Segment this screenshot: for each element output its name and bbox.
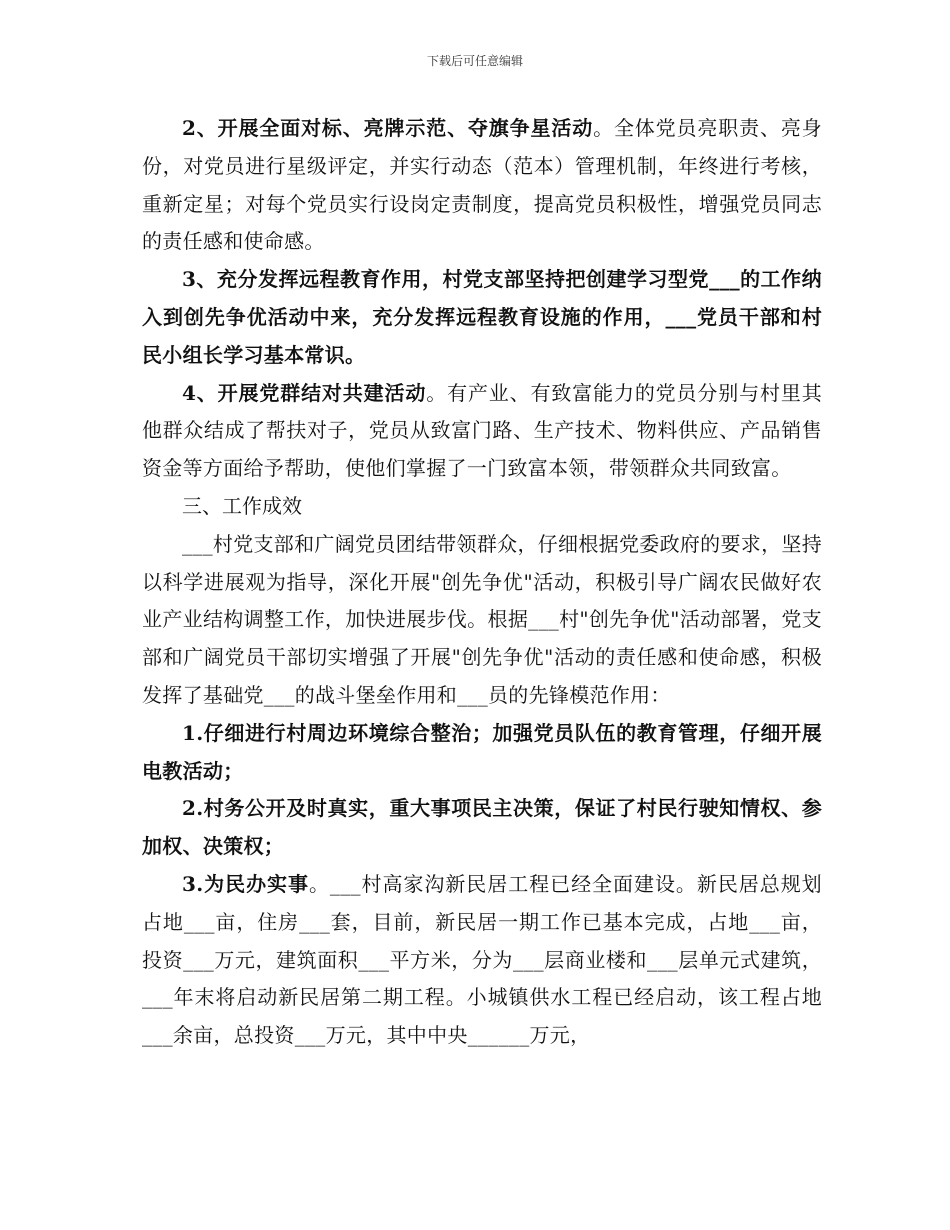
page-header: 下载后可任意编辑 [426, 54, 523, 68]
paragraph-text: 。有产业、有致富能力的党员分别与村里其他群众结成了帮扶对子，党员从致富门路、生产技术、物料供应、产品销售资金等方面给予帮助，使他们掌握了一门致富本领，带领群众共同致富。 [142, 380, 822, 481]
paragraph-text: 。___村高家沟新民居工程已经全面建设。新民居总规划占地___亩，住房___套，目前，新民居一期工作已基本完成，占地___亩，投资___万元，建筑面积___平方米，分为___层商业楼和___层单元式建筑，___年末将启动新民居第二期工程。小城镇供水工程已经启动，该工程占地___余亩，总投资___万元，其中中央______万元， [142, 871, 822, 1048]
paragraph-item-2 [142, 110, 822, 261]
paragraph-lead: 1.仔细进行村周边环境综合整治；加强党员队伍的教育管理，仔细开展电教活动； [142, 720, 822, 783]
paragraph-lead: 2.村务公开及时真实，重大事项民主决策，保证了村民行驶知情权、参加权、决策权； [142, 796, 822, 859]
result-item-1 [142, 715, 822, 791]
result-item-2 [142, 790, 822, 866]
summary-paragraph: ___村党支部和广阔党员团结带领群众，仔细根据党委政府的要求，坚持以科学进展观为指导，深化开展"创先争优"活动，积极引导广阔农民做好农业产业结构调整工作，加快进展步伐。根据___村"创先争优"活动部署，党支部和广阔党员干部切实增强了开展"创先争优"活动的责任感和使命感，积极发挥了基础党___的战斗堡垒作用和___员的先锋模范作用： [142, 531, 822, 707]
paragraph-item-4 [142, 375, 822, 488]
paragraph-text: 。全体党员亮职责、亮身份，对党员进行星级评定，并实行动态（范本）管理机制，年终进行考核，重新定星；对每个党员实行设岗定责制度，提高党员积极性，增强党员同志的责任感和使命感。 [142, 116, 822, 254]
paragraph-lead: 3.为民办实事 [182, 871, 309, 896]
section-title: 三、工作成效 [182, 493, 302, 518]
paragraph-lead: 2、开展全面对标、亮牌示范、夺旗争星活动 [182, 116, 594, 140]
paragraph-lead: 4、开展党群结对共建活动 [182, 380, 427, 405]
paragraph-item-3 [142, 261, 822, 374]
result-item-3 [142, 866, 822, 1055]
paragraph-lead: 3、充分发挥远程教育作用，村党支部坚持把创建学习型党___的工作纳入到创先争优活动中来，充分发挥远程教育设施的作用，___党员干部和村民小组长学习基本常识。 [142, 267, 822, 367]
document-body [142, 110, 822, 1055]
